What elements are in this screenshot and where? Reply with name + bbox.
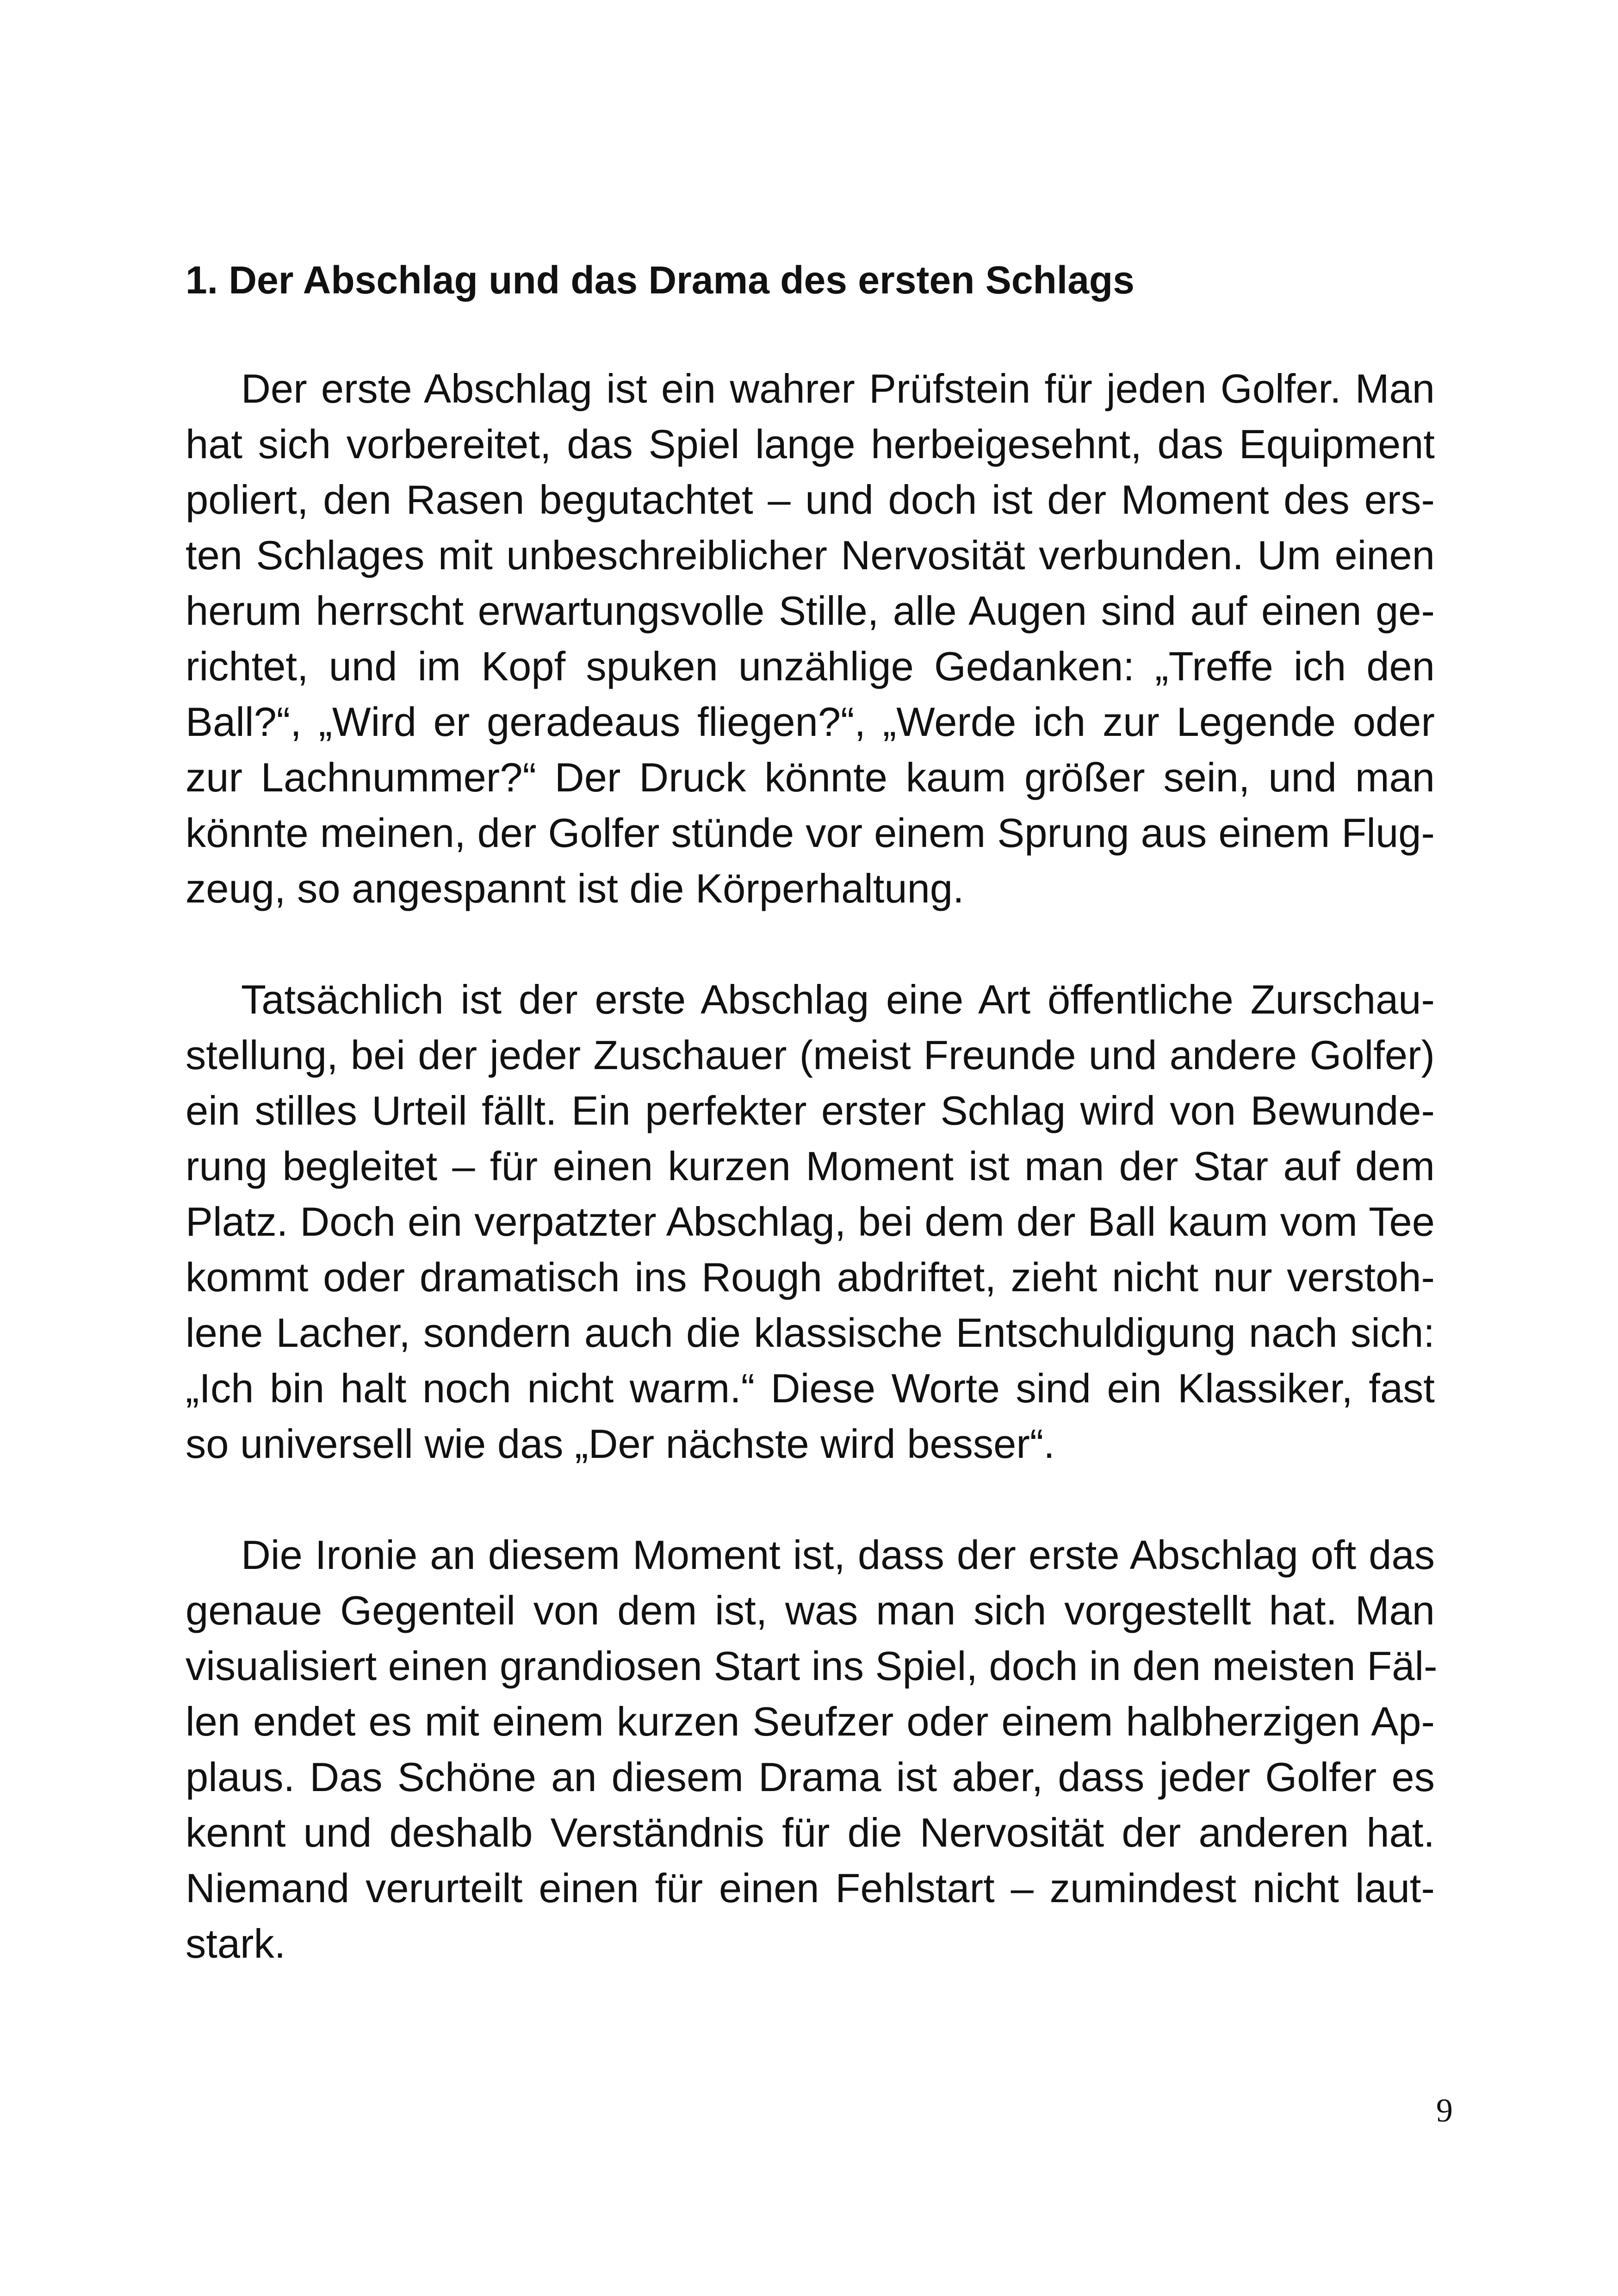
text-line: lene Lacher, sondern auch die klassische Entschuldigung nach sich: [186,1310,1435,1356]
text-line: ein stilles Urteil fällt. Ein perfekter erster Schlag wird von Bewunde- [186,1088,1435,1133]
text-line: Platz. Doch ein verpatzter Abschlag, bei dem der Ball kaum vom Tee [186,1199,1435,1244]
text-line: genaue Gegenteil von dem ist, was man sich vorgestellt hat. Man [186,1587,1435,1633]
text-line: so universell wie das „Der nächste wird besser“. [186,1421,1055,1467]
paragraph [186,972,1435,1472]
chapter-heading: 1. Der Abschlag und das Drama des ersten Schlags [186,258,1134,302]
text-line: Niemand verurteilt einen für einen Fehlstart – zumindest nicht laut- [186,1865,1435,1911]
text-line: stark. [186,1921,286,1966]
paragraph [186,1527,1438,1972]
text-line: poliert, den Rasen begutachtet – und doch ist der Moment des ers- [186,477,1435,523]
text-line: rung begleitet – für einen kurzen Moment ist man der Star auf dem [186,1143,1435,1189]
text-line: richtet, und im Kopf spuken unzählige Gedanken: „Treffe ich den [186,643,1435,689]
text-line: „Ich bin halt noch nicht warm.“ Diese Worte sind ein Klassiker, fast [186,1365,1435,1411]
text-line: stellung, bei der jeder Zuschauer (meist Freunde und andere Golfer) [186,1032,1435,1078]
text-line: zeug, so angespannt ist die Körperhaltung. [186,865,964,911]
text-line: Ball?“, „Wird er geradeaus fliegen?“, „Werde ich zur Legende oder [186,699,1435,745]
text-line: Der erste Abschlag ist ein wahrer Prüfstein für jeden Golfer. Man [241,366,1435,411]
page-number: 9 [1436,2092,1453,2129]
text-line: len endet es mit einem kurzen Seufzer oder einem halbherzigen Ap- [186,1699,1435,1744]
paragraph [186,361,1435,916]
text-line: hat sich vorbereitet, das Spiel lange herbeigesehnt, das Equipment [186,421,1435,467]
text-line: zur Lachnummer?“ Der Druck könnte kaum größer sein, und man [186,754,1435,800]
text-line: plaus. Das Schöne an diesem Drama ist aber, dass jeder Golfer es [186,1754,1435,1800]
text-line: könnte meinen, der Golfer stünde vor einem Sprung aus einem Flug- [186,810,1435,856]
text-line: kommt oder dramatisch ins Rough abdriftet, zieht nicht nur verstoh- [186,1254,1435,1300]
text-line: ten Schlages mit unbeschreiblicher Nervosität verbunden. Um einen [186,532,1435,578]
text-line: Die Ironie an diesem Moment ist, dass der erste Abschlag oft das [241,1532,1435,1578]
text-line: herum herrscht erwartungsvolle Stille, alle Augen sind auf einen ge- [186,588,1435,634]
text-line: visualisiert einen grandiosen Start ins Spiel, doch in den meisten Fäl- [186,1643,1438,1689]
text-line: Tatsächlich ist der erste Abschlag eine Art öffentliche Zurschau- [241,977,1435,1022]
text-line: kennt und deshalb Verständnis für die Nervosität der anderen hat. [186,1810,1435,1855]
